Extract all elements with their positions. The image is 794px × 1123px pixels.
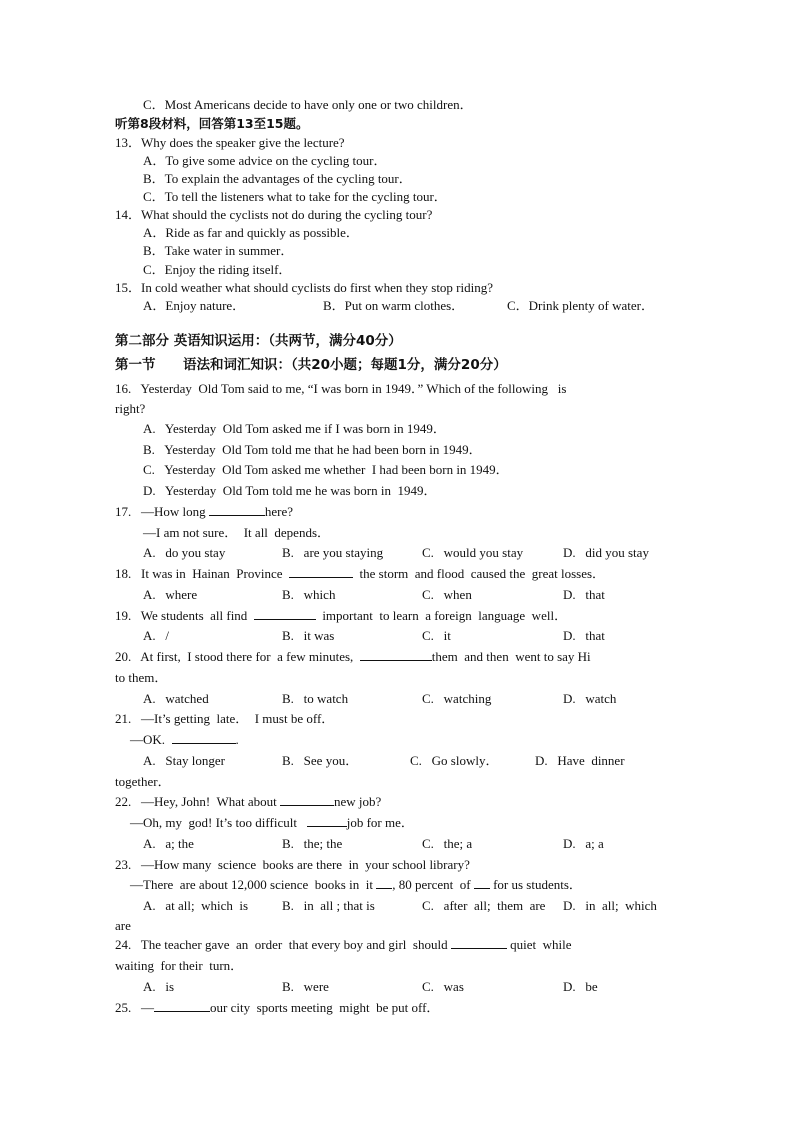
q19-blank bbox=[254, 607, 316, 620]
q14-stem: 14．What should the cyclists not do during the cycling tour? bbox=[115, 207, 433, 222]
q22-option-d: D. a; a bbox=[563, 836, 604, 851]
q18-after: the storm and flood caused the great losses． bbox=[359, 566, 606, 581]
q25-stem bbox=[115, 999, 439, 1016]
q20-stem-line1 bbox=[115, 648, 591, 665]
q22-reply-before: —Oh, my god! It’s too difficult bbox=[130, 815, 297, 830]
q13-option-a: A．To give some advice on the cycling tour． bbox=[143, 153, 387, 168]
q15-option-a: A．Enjoy nature． bbox=[143, 298, 246, 313]
q19-option-c: C. it bbox=[422, 628, 451, 643]
q23-option-a: A. at all; which is bbox=[143, 898, 249, 913]
q23-reply-mid: , 80 percent of bbox=[392, 877, 471, 892]
q21-option-a: A. Stay longer bbox=[143, 753, 225, 768]
q22-reply bbox=[130, 814, 414, 831]
q25-after: our city sports meeting might be put off． bbox=[210, 1000, 440, 1015]
q18-option-d: D. that bbox=[563, 587, 605, 602]
q20-option-d: D. watch bbox=[563, 691, 617, 706]
q24-before: 24. The teacher gave an order that every boy and girl should bbox=[115, 937, 448, 952]
q24-blank bbox=[451, 936, 507, 949]
q16-option-b: B. Yesterday Old Tom told me that he had been born in 1949． bbox=[143, 442, 482, 457]
q22-reply-after: job for me． bbox=[346, 815, 414, 830]
q22-before: 22. —Hey, John! What about bbox=[115, 794, 277, 809]
q22-option-b: B. the; the bbox=[282, 836, 343, 851]
q25-blank bbox=[154, 999, 210, 1012]
q23-option-b: B. in all ; that is bbox=[282, 898, 375, 913]
section8-heading: 听第8段材料，回答第13至15题。 bbox=[115, 116, 309, 131]
q13-option-b: B．To explain the advantages of the cycling tour． bbox=[143, 171, 412, 186]
q18-stem bbox=[115, 565, 605, 582]
q21-stem: 21. —It’s getting late． I must be off． bbox=[115, 711, 335, 726]
q17-option-c: C. would you stay bbox=[422, 545, 524, 560]
q21-option-d: D. Have dinner bbox=[535, 753, 625, 768]
q23-reply bbox=[130, 876, 582, 893]
section1-heading: 语法和词汇知识：（共20小题；每题1分，满分20分） bbox=[183, 357, 507, 373]
q17-number: 17. bbox=[115, 504, 132, 519]
q14-option-a: A．Ride as far and quickly as possible． bbox=[143, 225, 359, 240]
q19-option-b: B. it was bbox=[282, 628, 335, 643]
section1-label: 第一节 bbox=[115, 357, 156, 373]
q21-reply-after: . bbox=[235, 732, 239, 747]
q19-option-d: D. that bbox=[563, 628, 605, 643]
q23-blank-2 bbox=[474, 876, 490, 889]
q23-reply-after: for us students． bbox=[493, 877, 582, 892]
q17-option-d: D. did you stay bbox=[563, 545, 649, 560]
q20-after: them and then went to say Hi bbox=[431, 649, 591, 664]
q21-blank bbox=[172, 731, 236, 744]
q17-after: here? bbox=[264, 504, 294, 519]
q21-option-c: C. Go slowly． bbox=[410, 753, 499, 768]
q20-before: 20. At first, I stood there for a few minutes, bbox=[115, 649, 354, 664]
q22-option-a: A. a; the bbox=[143, 836, 194, 851]
q14-option-b: B．Take water in summer． bbox=[143, 243, 294, 258]
q17-dash: —How long bbox=[141, 504, 206, 519]
q24-option-a: A. is bbox=[143, 979, 175, 994]
q20-blank bbox=[360, 648, 432, 661]
q17-option-a: A. do you stay bbox=[143, 545, 226, 560]
q15-option-c: C．Drink plenty of water． bbox=[507, 298, 654, 313]
q24-after: quiet while bbox=[510, 937, 572, 952]
q16-option-a: A. Yesterday Old Tom asked me if I was born in 1949． bbox=[143, 421, 446, 436]
q19-before: 19. We students all find bbox=[115, 608, 248, 623]
q21-reply bbox=[130, 731, 239, 748]
q16-stem-line2: right? bbox=[115, 401, 146, 416]
q24-option-b: B. were bbox=[282, 979, 329, 994]
q22-option-c: C. the; a bbox=[422, 836, 473, 851]
q16-stem-line1: 16. Yesterday Old Tom said to me, “I was born in 1949．” Which of the following is bbox=[115, 381, 567, 396]
q23-option-d: D. in all; which bbox=[563, 898, 657, 913]
q16-option-d: D. Yesterday Old Tom told me he was born in 1949． bbox=[143, 483, 437, 498]
q23-stem: 23. —How many science books are there in your school library? bbox=[115, 857, 470, 872]
q17-option-b: B. are you staying bbox=[282, 545, 384, 560]
q20-stem-line2: to them． bbox=[115, 670, 168, 685]
part2-heading: 第二部分 英语知识运用：（共两节，满分40分） bbox=[115, 333, 402, 349]
q14-option-c: C．Enjoy the riding itself． bbox=[143, 262, 292, 277]
q15-stem: 15．In cold weather what should cyclists do first when they stop riding? bbox=[115, 280, 494, 295]
q16-option-c: C. Yesterday Old Tom asked me whether I had been born in 1949． bbox=[143, 462, 509, 477]
q24-option-c: C. was bbox=[422, 979, 464, 994]
q21-reply-before: —OK. bbox=[130, 732, 166, 747]
q25-before: 25. — bbox=[115, 1000, 154, 1015]
q19-after: important to learn a foreign language well． bbox=[322, 608, 568, 623]
q22-reply-blank bbox=[307, 814, 347, 827]
q23-reply-before: —There are about 12,000 science books in it bbox=[130, 877, 373, 892]
q18-blank bbox=[289, 565, 353, 578]
q19-stem bbox=[115, 607, 567, 624]
q18-option-a: A. where bbox=[143, 587, 198, 602]
q17-stem bbox=[115, 503, 293, 520]
q21-option-b: B. See you． bbox=[282, 753, 359, 768]
q13-option-c: C．To tell the listeners what to take for the cycling tour． bbox=[143, 189, 447, 204]
q22-stem bbox=[115, 793, 381, 810]
q23-blank-1 bbox=[376, 876, 392, 889]
q22-after: new job? bbox=[334, 794, 382, 809]
q20-option-b: B. to watch bbox=[282, 691, 349, 706]
q21-option-d-wrap: together． bbox=[115, 774, 171, 789]
q12-option-c: C．Most Americans decide to have only one or two children． bbox=[143, 97, 473, 112]
q20-option-c: C. watching bbox=[422, 691, 492, 706]
q20-option-a: A. watched bbox=[143, 691, 209, 706]
q13-stem: 13．Why does the speaker give the lecture? bbox=[115, 135, 345, 150]
q24-stem-line2: waiting for their turn． bbox=[115, 958, 244, 973]
q18-before: 18. It was in Hainan Province bbox=[115, 566, 283, 581]
q23-option-d-wrap: are bbox=[115, 918, 131, 933]
q24-stem-line1 bbox=[115, 936, 571, 953]
q15-option-b: B．Put on warm clothes． bbox=[323, 298, 465, 313]
q23-option-c: C. after all; them are bbox=[422, 898, 546, 913]
q17-reply: —I am not sure． It all depends． bbox=[143, 525, 331, 540]
q22-blank bbox=[280, 793, 334, 806]
q17-blank bbox=[209, 503, 265, 516]
q18-option-b: B. which bbox=[282, 587, 336, 602]
q24-option-d: D. be bbox=[563, 979, 598, 994]
q18-option-c: C. when bbox=[422, 587, 472, 602]
q19-option-a: A. / bbox=[143, 628, 169, 643]
